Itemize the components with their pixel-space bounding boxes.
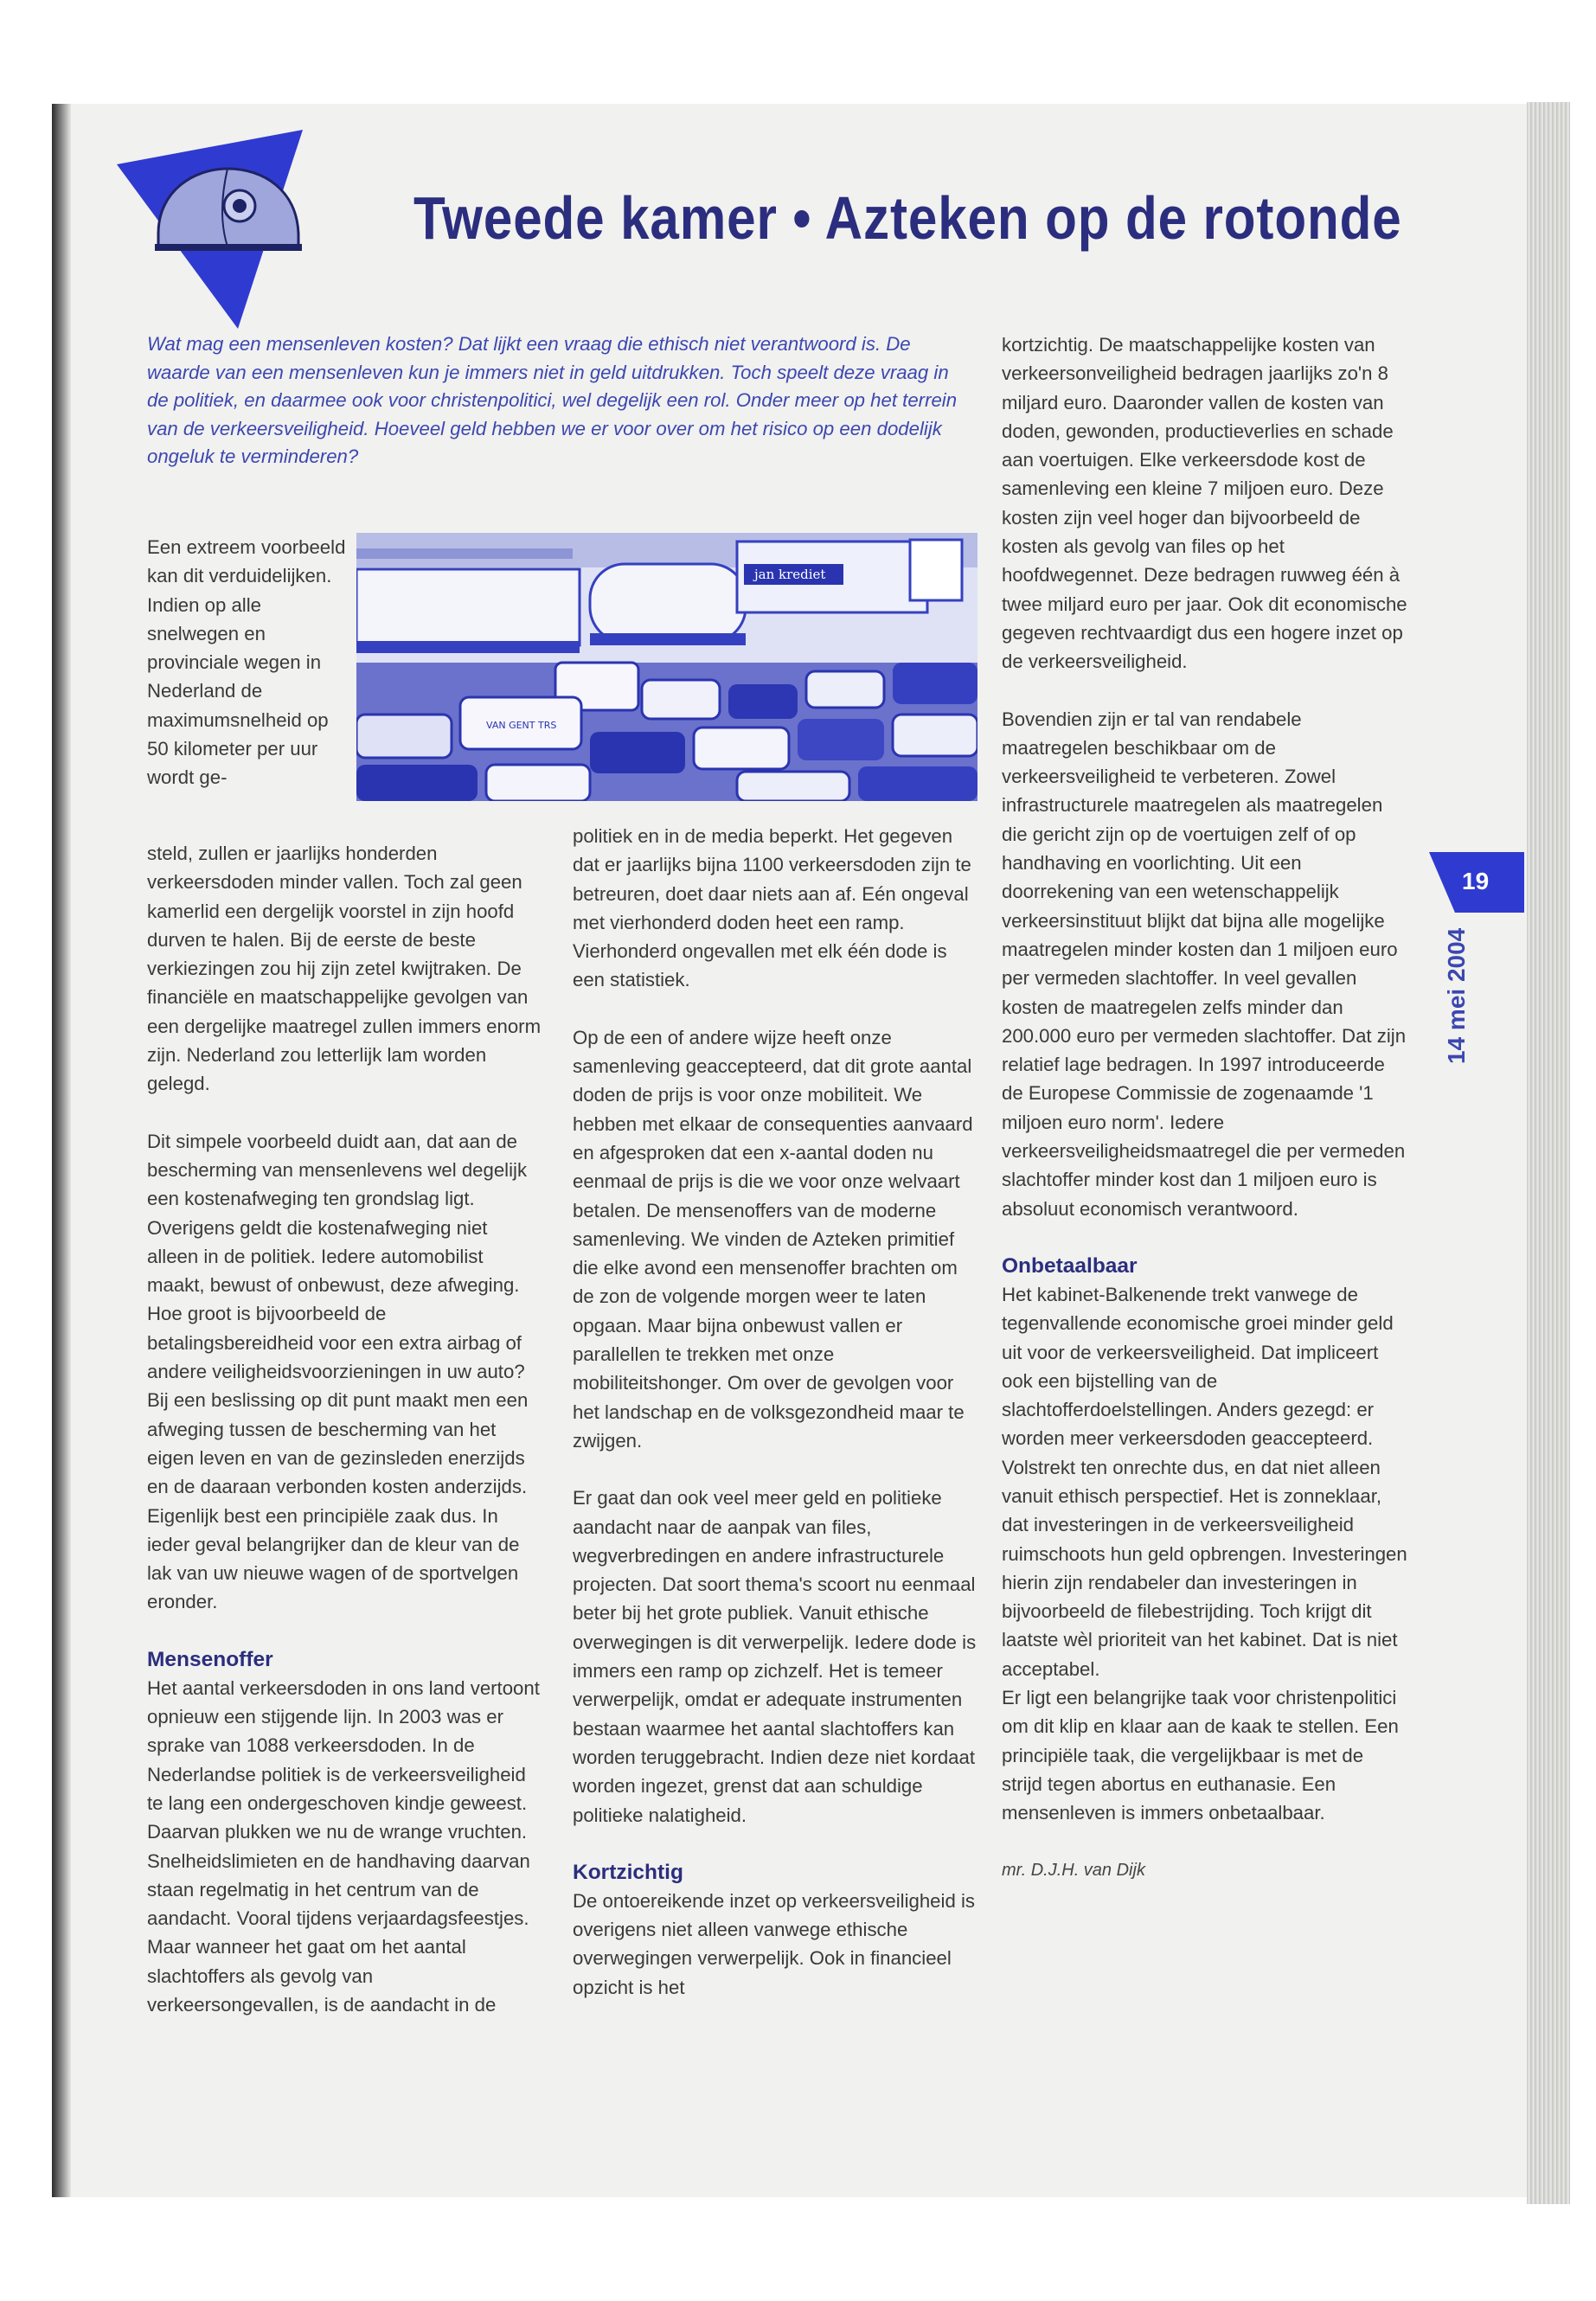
page-number: 19 — [1462, 868, 1490, 894]
paragraph: Het aantal verkeersdoden in ons land vertoont opnieuw een stijgende lijn. In 2003 was er sprake van 1088 verkeersdoden. In de Nederlandse politiek is de verkeersveiligheid te lang een ondergeschoven kindje geweest. Daarvan plukken we nu de wrange vruchten. Snelheidslimieten en de handhaving daarvan staan regelmatig in het centrum van de aandacht. Vooral tijdens verjaardagsfeestjes. Maar wanneer het gaat om het aantal slachtoffers als gevolg van verkeersongevallen, is de aandacht in de — [147, 1676, 540, 2016]
column-1 — [147, 839, 543, 2019]
paragraph: politiek en in de media beperkt. Het gegeven dat er jaarlijks bijna 1100 verkeersdoden zijn te betreuren, doet daar niets aan af. Eén ongeval met vierhonderd doden heet een ramp. Vierhonderd ongevallen met elk één dode is een statistiek. — [573, 825, 971, 991]
paragraph: kortzichtig. De maatschappelijke kosten van verkeersonveiligheid bedragen jaarlijks zo'n 8 miljard euro. Daaronder vallen de kosten van doden, gewonden, productieverlies en schade aan voertuigen. Elke verkeersdode kost de samenleving een kleine 7 miljoen euro. Deze kosten zijn veel hoger dan bijvoorbeeld de kosten als gevolg van files op het hoofdwegennet. Deze bedragen ruwweg één à twee miljard euro per jaar. Ook dit economische gegeven rechtvaardigt dus een hogere inzet op de verkeersveiligheid. — [1002, 334, 1407, 673]
truck-text-2: VAN GENT TRS — [486, 720, 557, 731]
column-3 — [1002, 330, 1408, 1913]
page-title: Tweede kamer • Azteken op de rotonde — [413, 184, 1402, 252]
column-2 — [573, 822, 979, 2002]
subheading-onbetaalbaar: Onbetaalbaar — [1002, 1253, 1138, 1278]
paragraph: Er ligt een belangrijke taak voor christenpolitici om dit klip en klaar aan de kaak te stellen. Een principiële taak, die vergelijkbaar is met de strijd tegen abortus en euthanasie. Een mensenleven is immers onbetaalbaar. — [1002, 1687, 1399, 1824]
binding-spine — [52, 104, 71, 2197]
intro-text: Wat mag een mensenleven kosten? Dat lijkt een vraag die ethisch niet verantwoord is. De waarde van een mensenleven kun je immers niet in geld uitdrukken. Toch speelt deze vraag in de politiek, en daarmee ook voor christenpolitici, wel degelijk een rol. Onder meer op het terrein van de verkeersveiligheid. Hoeveel geld hebben we er voor over om het risico op een dodelijk ongeluk te verminderen? — [147, 333, 958, 467]
paragraph: steld, zullen er jaarlijks honderden verkeersdoden minder vallen. Toch zal geen kamerlid een dergelijk voorstel in zijn hoofd durven te halen. Bij de eerste de beste verkiezingen zou hij zijn zetel kwijtraken. De financiële en maatschappelijke gevolgen van een dergelijke maatregel zullen immers enorm zijn. Nederland zou letterlijk lam worden gelegd. — [147, 843, 542, 1095]
truck-text-1: jan krediet — [754, 567, 826, 582]
paragraph: De ontoereikende inzet op verkeersveiligheid is overigens niet alleen vanwege ethische overwegingen verwerpelijk. Ook in financieel opzicht is het — [573, 1889, 975, 1998]
paragraph: Het kabinet-Balkenende trekt vanwege de tegenvallende economische groei minder geld uit voor de verkeersveiligheid. Dat impliceert ook een bijstelling van de slachtofferdoelstellingen. Anders gezegd: er worden meer verkeersdoden geaccepteerd. Volstrekt ten onrechte dus, en dat niet alleen vanuit ethisch perspectief. Het is zonneklaar, dat investeringen in de verkeersveiligheid ruimschoots hun geld opbrengen. Investeringen hierin zijn rendabeler dan investeringen in bijvoorbeeld de filebestrijding. Toch krijgt dit laatste wèl prioriteit van het kabinet. Dat is niet acceptabel. — [1002, 1283, 1407, 1680]
traffic-jam-photo — [356, 533, 977, 801]
issue-date: 14 mei 2004 — [1443, 927, 1470, 1064]
paragraph: Op de een of andere wijze heeft onze samenleving geaccepteerd, dat dit grote aantal doden de prijs is voor onze mobiliteit. We hebben met elkaar de consequenties aanvaard en afgesproken dat een x-aantal doden nu eenmaal de prijs is die we voor onze welvaart betalen. De mensenoffers van de moderne samenleving. We vinden de Azteken primitief die elke avond een mensenoffer brachten om de zon de volgende morgen weer te laten opgaan. Maar bijna onbewust vallen er parallellen te trekken met onze mobiliteitshonger. Om over de gevolgen voor het landschap en de volksgezondheid maar te zwijgen. — [573, 1026, 973, 1452]
lead-paragraph: Een extreem voorbeeld kan dit verduidelijken. Indien op alle snelwegen en provinciale wegen in Nederland de maximumsnelheid op 50 kilometer per uur wordt ge- — [147, 536, 346, 789]
paragraph: Bovendien zijn er tal van rendabele maatregelen beschikbaar om de verkeersveiligheid te verbeteren. Zowel infrastructurele maatregelen als maatregelen die gericht zijn op de voertuigen zelf of op handhaving en voorlichting. Uit een doorrekening van een wetenschappelijk verkeersinstituut blijkt dat bijna alle mogelijke maatregelen minder kosten dan 1 miljoen euro per vermeden slachtoffer. In veel gevallen kosten de maatregelen zelfs minder dan 200.000 euro per vermeden slachtoffer. Dat zijn relatief lage bedragen. In 1997 introduceerde de Europese Commissie de zogenaamde '1 miljoen euro norm'. Iedere verkeersveiligheidsmaatregel die per vermeden slachtoffer minder kost dan 1 miljoen euro is absoluut economisch verantwoord. — [1002, 708, 1407, 1220]
paragraph: Dit simpele voorbeeld duidt aan, dat aan de bescherming van mensenlevens wel degelijk een kostenafweging ten grondslag ligt. Overigens geldt die kostenafweging niet alleen in de politiek. Iedere automobilist maakt, bewust of onbewust, deze afweging. Hoe groot is bijvoorbeeld de betalingsbereidheid voor een extra airbag of andere veiligheidsvoorzieningen in uw auto? Bij een beslissing op dit punt maakt men een afweging tussen de bescherming van het eigen leven en van de gezinsleden enerzijds en de daaraan verbonden kosten anderzijds. Eigenlijk best een principiële zaak dus. In ieder geval belangrijker dan de kleur van de lak van uw nieuwe wagen of de sportvelgen eronder. — [147, 1130, 529, 1613]
paragraph: Er gaat dan ook veel meer geld en politieke aandacht naar de aanpak van files, wegverbredingen en andere infrastructurele projecten. Dat soort thema's scoort nu eenmaal beter bij het grote publiek. Vanuit ethische overwegingen is dit verwerpelijk. Iedere dode is immers een ramp op zichzelf. Het is temeer verwerpelijk, omdat er adequate instrumenten bestaan waarmee het aantal slachtoffers kan worden teruggebracht. Indien deze niet kordaat worden ingezet, grenst dat aan schuldige politieke nalatigheid. — [573, 1487, 977, 1826]
subheading-kortzichtig: Kortzichtig — [573, 1860, 683, 1884]
page-edges — [1527, 102, 1570, 2204]
helmet-emblem-icon — [117, 130, 324, 329]
author-byline: mr. D.J.H. van Dijk — [1002, 1860, 1145, 1880]
subheading-mensenoffer: Mensenoffer — [147, 1647, 273, 1671]
